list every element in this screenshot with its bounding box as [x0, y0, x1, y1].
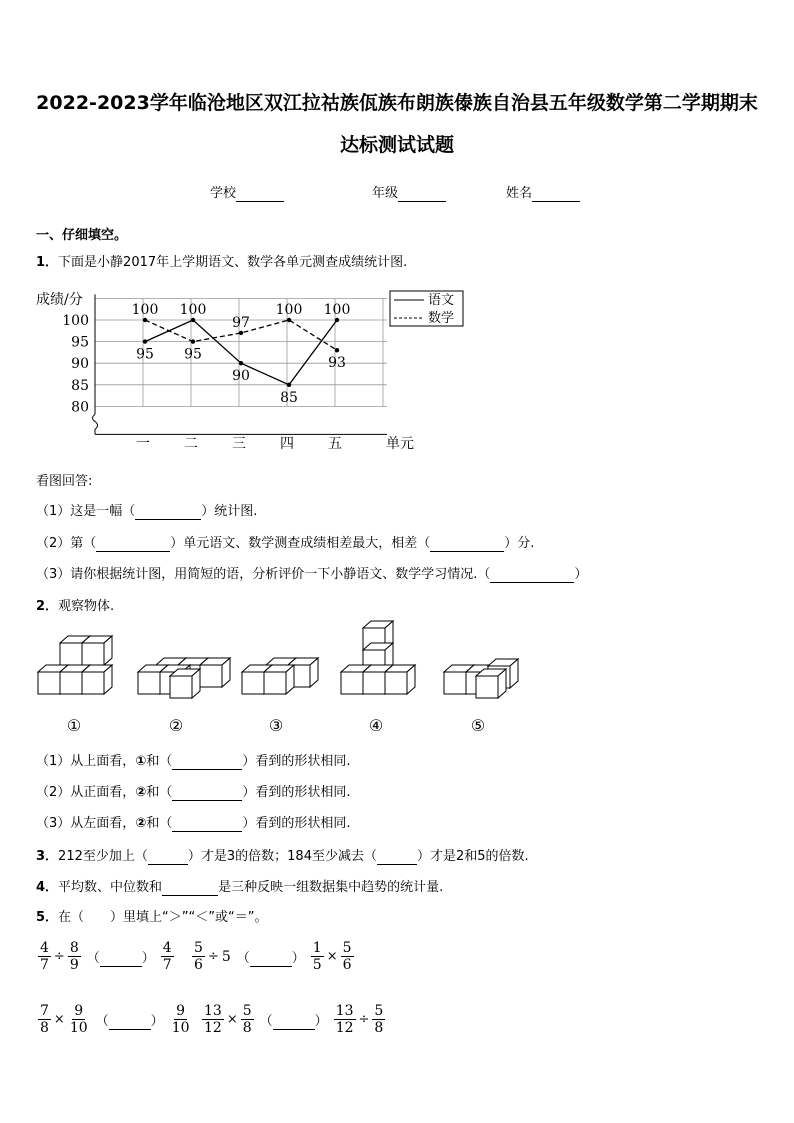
- x-ticks: [136, 436, 342, 452]
- compare-expr-3: [38, 1003, 192, 1036]
- question-text: 是三种反映一组数据集中趋势的统计量.: [218, 880, 444, 895]
- figure-group: [38, 621, 518, 698]
- data-label: 95: [184, 346, 202, 363]
- figure-labels: [67, 716, 485, 735]
- compare-slot: （ ）: [236, 950, 305, 966]
- data-point: [143, 318, 147, 322]
- cube-front: [385, 672, 407, 694]
- q1-sub1-text: （1）这是一幅（: [36, 504, 136, 519]
- question-number: 2．: [36, 599, 59, 614]
- question-4: [36, 876, 443, 896]
- question-number: 1．: [36, 255, 59, 270]
- name-label: 姓名: [506, 186, 533, 201]
- cube: [264, 665, 294, 694]
- data-point: [191, 318, 195, 322]
- data-label: 93: [328, 355, 346, 372]
- cube: [200, 658, 230, 687]
- cube-front: [341, 672, 363, 694]
- name-blank[interactable]: [532, 186, 580, 202]
- school-field: [210, 182, 284, 202]
- question-text: 在（ ）里填上“＞”“＜”或“＝”。: [58, 910, 268, 925]
- data-point: [143, 339, 147, 343]
- y-tick-label: 85: [71, 377, 89, 394]
- fraction: $\frac{9}{10}$: [69, 1003, 88, 1036]
- y-tick-label: 80: [71, 399, 89, 416]
- question-text: 观察物体.: [58, 599, 115, 614]
- fraction: $\frac{5}{6}$: [194, 940, 203, 973]
- q1-sub1: [36, 500, 257, 520]
- q2-sub2-text: （2）从正面看，: [36, 785, 136, 800]
- operator: ÷: [358, 1012, 370, 1027]
- fraction: $\frac{5}{6}$: [342, 940, 352, 973]
- answer-blank[interactable]: [172, 754, 242, 770]
- fraction: $\frac{4}{7}$: [40, 940, 49, 973]
- q2-sub3-text: ）看到的形状相同.: [242, 816, 351, 831]
- cube-front: [138, 672, 160, 694]
- fraction: $\frac{5}{8}$: [242, 1003, 252, 1036]
- question-text: ）才是2和5的倍数.: [416, 849, 529, 864]
- y-axis-label: 成绩/分: [36, 292, 83, 308]
- compare-slot: （ ）: [259, 1013, 328, 1029]
- cube-front: [82, 672, 104, 694]
- figure-mark: ①: [135, 754, 147, 769]
- q2-sub1: [36, 750, 350, 770]
- question-1: [36, 251, 407, 270]
- fraction: $\frac{1}{5}$: [312, 940, 322, 973]
- fraction: $\frac{4}{7}$: [162, 940, 172, 973]
- figure-label: ⑤: [470, 716, 486, 735]
- x-tick-label: 二: [184, 436, 198, 452]
- figure-mark: ②: [135, 785, 147, 800]
- x-axis-label: 单元: [386, 436, 414, 452]
- answer-blank[interactable]: [172, 785, 242, 801]
- grade-blank[interactable]: [398, 186, 446, 202]
- y-tick-label: 100: [62, 313, 89, 329]
- figure-2: [138, 658, 230, 698]
- data-point: [287, 383, 291, 387]
- data-label: 100: [275, 302, 303, 318]
- figure-label: ③: [268, 716, 284, 735]
- q2-sub1-text: ）看到的形状相同.: [242, 754, 351, 769]
- answer-blank[interactable]: [273, 1014, 315, 1030]
- q2-sub2: [36, 781, 350, 801]
- operator: ÷: [53, 949, 65, 964]
- figure-3: [242, 658, 318, 694]
- q1-sub3-text: ）: [574, 567, 588, 582]
- cube-front: [264, 672, 286, 694]
- school-label: 学校: [210, 186, 237, 201]
- cube-front: [82, 643, 104, 665]
- x-tick-label: 一: [136, 436, 150, 452]
- q1-sub3: [36, 563, 587, 583]
- cube-front: [170, 676, 192, 698]
- data-point: [239, 361, 243, 365]
- data-label: 97: [232, 314, 250, 331]
- x-tick-label: 五: [328, 436, 342, 452]
- question-number: 3．: [36, 849, 59, 864]
- q2-sub3: [36, 812, 350, 832]
- answer-blank[interactable]: [162, 880, 218, 896]
- section-heading: 一、仔细填空。: [36, 228, 128, 243]
- cube-front: [363, 672, 385, 694]
- data-labels: [132, 302, 351, 406]
- fraction: $\frac{13}{12}$: [204, 1003, 222, 1036]
- school-blank[interactable]: [236, 186, 284, 202]
- data-point: [191, 339, 195, 343]
- x-tick-label: 三: [232, 436, 246, 452]
- legend-label: 数学: [428, 311, 455, 326]
- q2-sub2-text: 和（: [146, 785, 173, 800]
- cube: [170, 669, 200, 698]
- answer-blank[interactable]: [96, 536, 170, 552]
- answer-blank[interactable]: [490, 567, 574, 583]
- cube: [385, 665, 415, 694]
- operator: ×: [226, 1012, 238, 1027]
- cube-front: [200, 665, 222, 687]
- fraction: $\frac{5}{8}$: [374, 1003, 384, 1036]
- answer-blank[interactable]: [148, 849, 188, 865]
- q1-sub2-text: （2）第（: [36, 536, 97, 551]
- y-ticks: [62, 313, 89, 415]
- cube-front: [38, 672, 60, 694]
- chart-legend: [390, 291, 463, 326]
- legend-label: 语文: [428, 293, 455, 308]
- figure-4: [341, 621, 415, 694]
- data-point: [239, 331, 243, 335]
- q2-sub3-text: 和（: [146, 816, 173, 831]
- answer-blank[interactable]: [430, 536, 504, 552]
- q1-sub3-text: （3）请你根据统计图，用简短的语，分析评价一下小静语文、数学学习情况.（: [36, 567, 491, 582]
- axis-break: [93, 414, 98, 434]
- compare-slot: （ ）: [86, 950, 155, 966]
- data-point: [335, 318, 339, 322]
- cube: [476, 669, 506, 698]
- question-number: 4．: [36, 880, 59, 895]
- question-text: 平均数、中位数和: [58, 880, 163, 895]
- answer-blank[interactable]: [377, 849, 417, 865]
- answer-blank[interactable]: [109, 1014, 151, 1030]
- question-text: 下面是小静2017年上学期语文、数学各单元测查成绩统计图.: [58, 255, 408, 270]
- cube-front: [242, 672, 264, 694]
- x-tick-label: 四: [280, 436, 294, 452]
- data-label: 85: [280, 389, 298, 406]
- question-number: 5．: [36, 910, 59, 925]
- cube-front: [60, 672, 82, 694]
- cube-front: [444, 672, 466, 694]
- data-label: 100: [323, 302, 351, 318]
- q2-sub2-text: ）看到的形状相同.: [242, 785, 351, 800]
- q2-sub3-text: （3）从左面看，: [36, 816, 136, 831]
- answer-blank[interactable]: [172, 816, 242, 832]
- grade-field: [372, 182, 446, 202]
- operator: ×: [326, 949, 338, 964]
- figure-label: ②: [168, 716, 184, 735]
- figure-5: [444, 659, 518, 698]
- fraction: $\frac{9}{10}$: [171, 1003, 190, 1036]
- question-text: ）才是3的倍数；184至少减去（: [187, 849, 377, 864]
- compare-slot: （ ）: [95, 1013, 164, 1029]
- page-title: 2022-2023学年临沧地区双江拉祜族佤族布朗族傣族自治县五年级数学第二学期期末: [36, 92, 758, 114]
- answer-blank[interactable]: [250, 951, 292, 967]
- question-5: [36, 906, 267, 925]
- fraction: $\frac{8}{9}$: [69, 940, 79, 973]
- figure-mark: ②: [135, 816, 147, 831]
- cube: [82, 665, 112, 694]
- figure-1: [38, 636, 112, 694]
- question-3: [36, 845, 529, 865]
- cube-front: [476, 676, 498, 698]
- answer-blank[interactable]: [100, 951, 142, 967]
- operator: ×: [53, 1012, 65, 1027]
- cube-front: [60, 643, 82, 665]
- figure-label: ④: [368, 716, 384, 735]
- data-label: 100: [131, 302, 159, 318]
- compare-expr-2: [192, 940, 354, 973]
- q1-sub2: [36, 532, 534, 552]
- cube: [82, 636, 112, 665]
- y-tick-label: 90: [71, 356, 89, 373]
- data-label: 95: [136, 346, 154, 363]
- data-label: 90: [232, 368, 250, 385]
- question-text: 212至少加上（: [58, 849, 148, 864]
- answer-blank[interactable]: [135, 504, 201, 520]
- operator: ÷: [207, 949, 219, 964]
- cube-figures: [30, 620, 530, 740]
- fraction: $\frac{7}{8}$: [40, 1003, 49, 1036]
- question-2: [36, 595, 114, 614]
- figure-label: ①: [66, 716, 82, 735]
- fraction: $\frac{13}{12}$: [335, 1003, 354, 1036]
- data-label: 100: [179, 302, 207, 318]
- q1-sub1-text: ）统计图.: [201, 504, 258, 519]
- data-point: [287, 318, 291, 322]
- line-chart: [30, 282, 470, 452]
- y-tick-label: 95: [71, 334, 89, 351]
- name-field: [506, 182, 580, 202]
- compare-expr-4: [202, 1003, 385, 1036]
- page-title-line2: 达标测试试题: [339, 134, 454, 156]
- q2-sub1-text: 和（: [146, 754, 173, 769]
- q1-sub2-text: ）分.: [504, 536, 535, 551]
- grade-label: 年级: [372, 186, 399, 201]
- compare-expr-1: [38, 940, 174, 973]
- q2-sub1-text: （1）从上面看，: [36, 754, 136, 769]
- data-point: [335, 348, 339, 352]
- whole-number: 5: [221, 948, 231, 965]
- chart-instruction: 看图回答:: [36, 474, 93, 489]
- q1-sub2-text: ）单元语文、数学测查成绩相差最大，相差（: [170, 536, 431, 551]
